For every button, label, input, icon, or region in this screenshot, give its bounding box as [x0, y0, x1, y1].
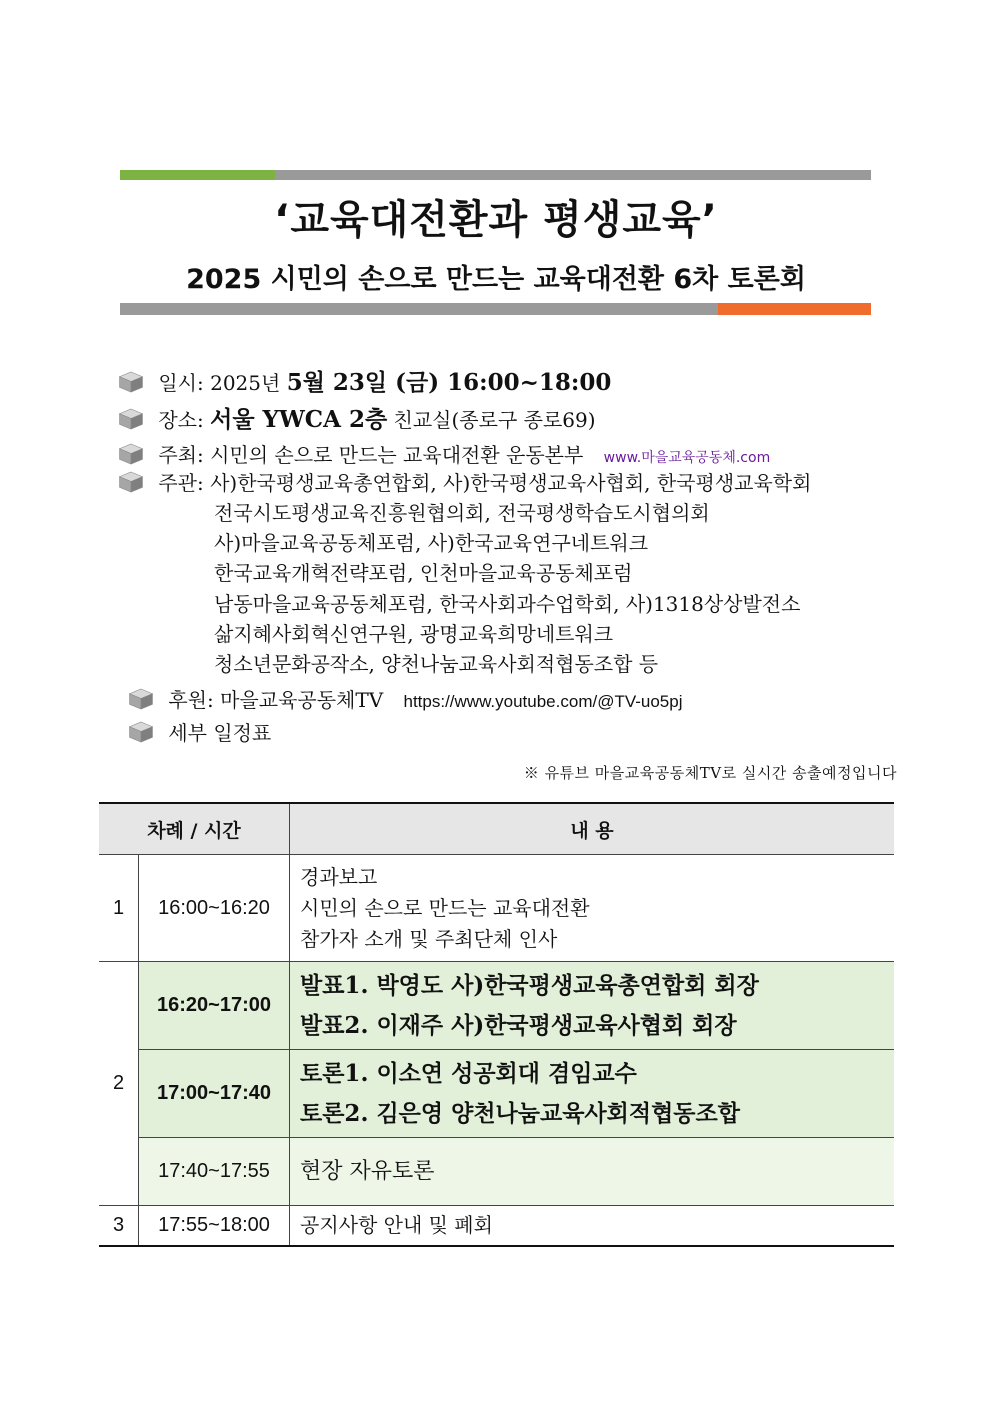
- table-row: [99, 1138, 894, 1206]
- venue-label: 장소:: [158, 408, 204, 432]
- content-line: 공지사항 안내 및 폐회: [300, 1212, 493, 1237]
- content-line: 현장 자유토론: [300, 1159, 435, 1184]
- row-time: 16:20~17:00: [139, 962, 290, 1050]
- bottom-divider-accent: [718, 303, 871, 315]
- row-time: 17:00~17:40: [139, 1050, 290, 1138]
- row-content: [290, 1050, 895, 1138]
- page-subtitle: 2025 시민의 손으로 만드는 교육대전환 6차 토론회: [186, 264, 806, 295]
- table-row: [99, 962, 894, 1050]
- info-schedule-row: [128, 717, 271, 746]
- content-line: 발표2. 이재주 사)한국평생교육사협회 회장: [300, 1011, 737, 1039]
- cube-bullet-icon: [118, 443, 144, 465]
- info-date-row: [118, 364, 611, 397]
- table-row: [99, 1206, 894, 1246]
- row-content: [290, 1138, 895, 1206]
- organizer-line: 남동마을교육공동체포럼, 한국사회과수업학회, 사)1318상상발전소: [214, 592, 801, 616]
- top-divider-bar: [120, 170, 871, 180]
- info-venue-row: [118, 401, 596, 434]
- sponsor-label: 후원:: [168, 688, 214, 712]
- broadcast-note: ※ 유튜브 마을교육공동체TV로 실시간 송출예정입니다: [523, 764, 897, 782]
- top-divider-accent: [120, 170, 275, 180]
- info-host-row: [118, 439, 770, 468]
- organizer-line: 청소년문화공작소, 양천나눔교육사회적협동조합 등: [214, 652, 659, 676]
- sponsor-url-link[interactable]: https://www.youtube.com/@TV-uo5pj: [403, 692, 683, 711]
- host-value: 시민의 손으로 만드는 교육대전환 운동본부: [210, 443, 584, 467]
- date-year: 2025년: [210, 371, 281, 395]
- table-row: [99, 1050, 894, 1138]
- cube-bullet-icon: [118, 371, 144, 393]
- venue-detail: 친교실(종로구 종로69): [393, 408, 596, 432]
- cube-bullet-icon: [118, 408, 144, 430]
- content-line: 경과보고: [300, 864, 378, 889]
- page-title: ‘교육대전환과 평생교육’: [274, 197, 718, 243]
- row-time: 17:40~17:55: [139, 1138, 290, 1206]
- sponsor-value: 마을교육공동체TV: [220, 688, 384, 712]
- organizer-line: 한국교육개혁전략포럼, 인천마을교육공동체포럼: [214, 561, 633, 585]
- row-number: 3: [99, 1206, 139, 1246]
- cube-bullet-icon: [128, 721, 154, 743]
- cube-bullet-icon: [128, 688, 154, 710]
- organizer-line: 삶지혜사회혁신연구원, 광명교육희망네트워크: [214, 622, 614, 646]
- organizer-label: 주관:: [158, 471, 204, 495]
- host-label: 주최:: [158, 443, 204, 467]
- row-number: 2: [99, 962, 139, 1206]
- date-label: 일시:: [158, 371, 204, 395]
- table-row: [99, 855, 894, 962]
- content-line: 토론1. 이소연 성공회대 겸임교수: [300, 1059, 637, 1087]
- organizer-line: 사)마을교육공동체포럼, 사)한국교육연구네트워크: [214, 531, 649, 555]
- row-content: [290, 962, 895, 1050]
- content-line: 참가자 소개 및 주최단체 인사: [300, 926, 558, 951]
- schedule-label: 세부 일정표: [168, 721, 272, 745]
- venue-main: 서울 YWCA 2층: [210, 406, 388, 433]
- header-content: 내 용: [290, 803, 895, 855]
- info-organizer-row: [118, 467, 811, 496]
- row-content: [290, 1206, 895, 1246]
- cube-bullet-icon: [118, 471, 144, 493]
- row-time: 16:00~16:20: [139, 855, 290, 962]
- table-header-row: [99, 803, 894, 855]
- schedule-table: [99, 802, 894, 1247]
- content-line: 발표1. 박영도 사)한국평생교육총연합회 회장: [300, 971, 759, 999]
- organizer-line: 사)한국평생교육총연합회, 사)한국평생교육사협회, 한국평생교육학회: [210, 471, 812, 495]
- date-main: 5월 23일 (금) 16:00~18:00: [286, 369, 612, 396]
- header-order-time: 차례 / 시간: [99, 803, 290, 855]
- row-content: [290, 855, 895, 962]
- content-line: 토론2. 김은영 양천나눔교육사회적협동조합: [300, 1099, 740, 1127]
- organizer-line: 전국시도평생교육진흥원협의회, 전국평생학습도시협의회: [214, 501, 710, 525]
- info-sponsor-row: [128, 684, 683, 713]
- host-url-link[interactable]: www.마을교육공동체.com: [603, 450, 771, 466]
- row-time: 17:55~18:00: [139, 1206, 290, 1246]
- bottom-divider-bar: [120, 303, 871, 315]
- row-number: 1: [99, 855, 139, 962]
- content-line: 시민의 손으로 만드는 교육대전환: [300, 895, 590, 920]
